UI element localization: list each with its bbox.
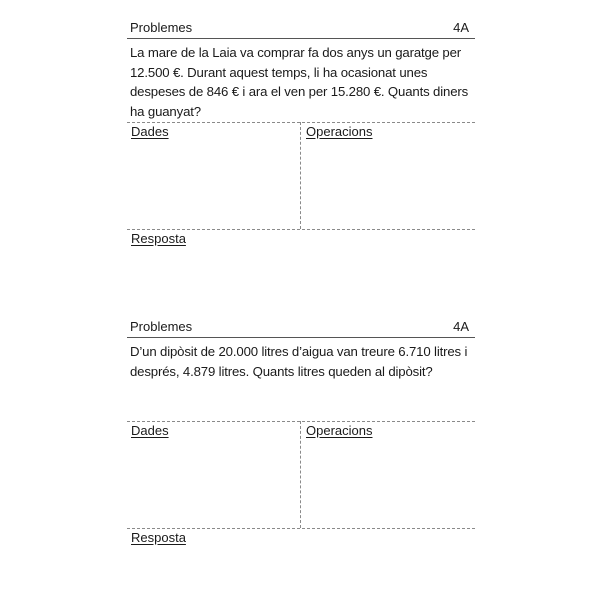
problem-card-2 <box>127 317 475 545</box>
dashed-divider-top <box>127 122 475 123</box>
dashed-divider-vertical <box>300 122 301 229</box>
operations-section-label: Operacions <box>306 423 373 438</box>
problem-statement: D’un dipòsit de 20.000 litres d’aigua van treure 6.710 litres i després, 4.879 litres. Quants litres queden al dipòsit? <box>130 344 468 379</box>
data-section-label: Dades <box>131 124 169 139</box>
dashed-divider-vertical <box>300 421 301 528</box>
card-title: Problemes <box>130 20 193 35</box>
operations-section-label: Operacions <box>306 124 373 139</box>
level-badge: 4A <box>453 319 469 334</box>
data-section-label: Dades <box>131 423 169 438</box>
level-badge: 4A <box>453 20 469 35</box>
problem-card-1 <box>127 18 475 246</box>
card-title: Problemes <box>130 319 193 334</box>
card-header <box>127 18 475 39</box>
problem-statement: La mare de la Laia va comprar fa dos anys un garatge per 12.500 €. Durant aquest temps, li ha ocasionat unes despeses de 846 € i ara el ven per 15.280 €. Quants diners ha guanyat? <box>130 45 469 119</box>
dashed-divider-bottom <box>127 528 475 529</box>
dashed-divider-top <box>127 421 475 422</box>
card-header <box>127 317 475 338</box>
answer-section-label: Resposta <box>131 530 186 545</box>
answer-section-label: Resposta <box>131 231 186 246</box>
dashed-divider-bottom <box>127 229 475 230</box>
